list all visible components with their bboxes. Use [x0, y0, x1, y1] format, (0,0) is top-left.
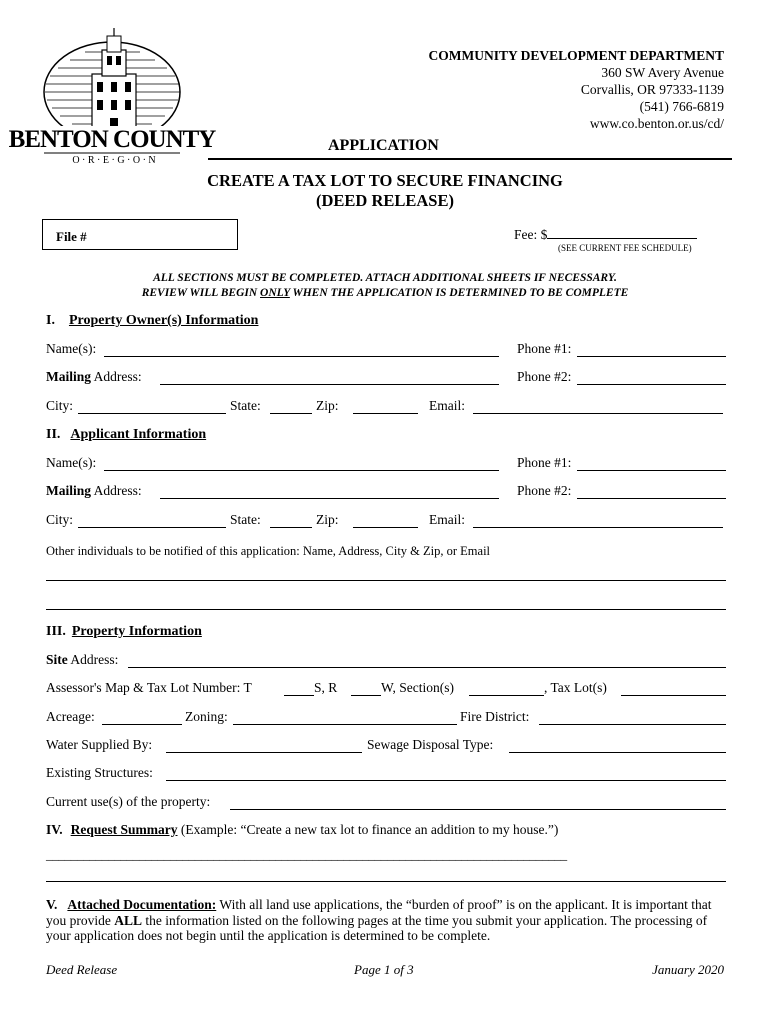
instructions-line2-pre: REVIEW WILL BEGIN [141, 287, 261, 299]
applicant-email-label: Email: [429, 512, 465, 527]
applicant-state-input[interactable] [270, 527, 312, 528]
applicant-mailing-bold: Mailing [46, 483, 92, 498]
acreage-label: Acreage: [46, 709, 95, 724]
applicant-name-label: Name(s): [46, 455, 97, 470]
current-use-input[interactable] [230, 809, 726, 810]
owner-address-input[interactable] [160, 384, 499, 385]
water-row [46, 737, 724, 757]
zoning-label: Zoning: [185, 709, 228, 724]
applicant-mailing-row [46, 483, 724, 503]
footer-date: January 2020 [652, 962, 724, 977]
structures-label: Existing Structures: [46, 765, 153, 780]
owner-city-row [46, 398, 724, 418]
water-label: Water Supplied By: [46, 737, 153, 752]
owner-phone1-label: Phone #1: [517, 341, 572, 356]
owner-zip-input[interactable] [353, 413, 418, 414]
section4-number: IV. [46, 822, 63, 837]
owner-address-label: Address: [91, 369, 142, 384]
owner-city-label: City: [46, 398, 74, 413]
applicant-email-input[interactable] [473, 527, 723, 528]
other-individuals-label: Other individuals to be notified of this application: Name, Address, City & Zip, or Email [46, 544, 491, 558]
fee-field[interactable] [514, 226, 697, 243]
zoning-input[interactable] [233, 724, 457, 725]
township-suffix-label: S, R [314, 680, 338, 695]
instructions-line2-post: WHEN THE APPLICATION IS DETERMINED TO BE COMPLETE [289, 287, 629, 299]
fire-district-input[interactable] [539, 724, 726, 725]
owner-name-row [46, 341, 724, 361]
address-line2: Corvallis, OR 97333-1139 [580, 82, 724, 97]
fire-district-label: Fire District: [460, 709, 530, 724]
current-use-row [46, 794, 724, 814]
applicant-mailing-label [46, 483, 142, 499]
request-summary-line1[interactable]: ____________________________________________________________________________________ [46, 847, 567, 862]
section1-title: Property Owner(s) Information [68, 313, 259, 328]
section3-heading [46, 624, 202, 640]
instructions-line2 [0, 286, 770, 301]
section3-title: Property Information [71, 624, 202, 639]
logo-county-name: BENTON COUNTY [8, 126, 216, 153]
site-address-row [46, 652, 724, 672]
address-line1: 360 SW Avery Avenue [601, 65, 724, 80]
section1-number: I. [46, 313, 55, 328]
township-input[interactable] [284, 695, 314, 696]
form-title-line2: (DEED RELEASE) [316, 191, 454, 210]
applicant-name-row [46, 455, 724, 475]
applicant-phone2-label: Phone #2: [517, 483, 572, 498]
applicant-city-input[interactable] [78, 527, 226, 528]
site-label: Address: [67, 652, 119, 667]
footer-form-name: Deed Release [46, 962, 118, 977]
owner-name-label: Name(s): [46, 341, 97, 356]
department-name: COMMUNITY DEVELOPMENT DEPARTMENT [428, 48, 724, 63]
acreage-row [46, 709, 724, 729]
sewage-label: Sewage Disposal Type: [367, 737, 494, 752]
benton-county-logo [8, 26, 216, 166]
application-label: APPLICATION [328, 137, 439, 154]
section5-title: Attached Documentation: [67, 897, 217, 912]
section5-text-bold: ALL [114, 912, 143, 928]
owner-mailing-row [46, 369, 724, 389]
applicant-address-input[interactable] [160, 498, 499, 499]
owner-zip-label: Zip: [316, 398, 339, 413]
department-phone: (541) 766-6819 [639, 99, 724, 114]
courthouse-logo-icon [8, 26, 216, 166]
header-rule [208, 158, 732, 160]
owner-name-input[interactable] [104, 356, 499, 357]
owner-mailing-bold: Mailing [46, 369, 92, 384]
acreage-input[interactable] [102, 724, 182, 725]
owner-state-input[interactable] [270, 413, 312, 414]
sewage-input[interactable] [509, 752, 726, 753]
fee-note: (SEE CURRENT FEE SCHEDULE) [558, 243, 692, 253]
water-input[interactable] [166, 752, 362, 753]
current-use-label: Current use(s) of the property: [46, 794, 211, 809]
section-input[interactable] [469, 695, 544, 696]
range-suffix-label: W, Section(s) [381, 680, 454, 695]
section3-number: III. [46, 624, 66, 639]
section4-title: Request Summary [70, 822, 178, 837]
file-number-label: File # [56, 229, 87, 244]
section2-heading [46, 427, 206, 443]
fee-input-line[interactable] [547, 226, 697, 239]
applicant-phone1-label: Phone #1: [517, 455, 572, 470]
instructions-line1: ALL SECTIONS MUST BE COMPLETED. ATTACH ADDITIONAL SHEETS IF NECESSARY. [153, 272, 617, 284]
department-header [428, 47, 724, 132]
assessor-map-row [46, 680, 724, 700]
section2-title: Applicant Information [70, 427, 207, 442]
applicant-name-input[interactable] [104, 470, 499, 471]
applicant-city-row [46, 512, 724, 532]
owner-phone2-input[interactable] [577, 384, 726, 385]
instructions-only: ONLY [260, 287, 290, 299]
taxlot-label: , Tax Lot(s) [544, 680, 607, 695]
other-individuals-line1[interactable] [46, 580, 726, 581]
section5-text-pre: With all land use applications, the “burden of proof” is on the applicant. It is important that you provide [46, 897, 712, 928]
taxlot-input[interactable] [621, 695, 726, 696]
section5-number: V. [46, 897, 58, 912]
owner-email-label: Email: [429, 398, 465, 413]
applicant-phone2-input[interactable] [577, 498, 726, 499]
owner-email-input[interactable] [473, 413, 723, 414]
assessor-map-label: Assessor's Map & Tax Lot Number: T [46, 680, 252, 695]
fee-label: Fee: $ [514, 227, 548, 242]
section5-text-post: the information listed on the following pages at the time you submit your application. The processing of your application does not begin until the application is determined to be complete. [46, 912, 708, 943]
site-address-label [46, 652, 118, 668]
form-title-line1: CREATE A TAX LOT TO SECURE FINANCING [207, 171, 563, 190]
range-input[interactable] [351, 695, 381, 696]
section4-heading [46, 822, 558, 838]
structures-input[interactable] [166, 780, 726, 781]
site-bold: Site [46, 652, 68, 667]
applicant-state-label: State: [230, 512, 261, 527]
applicant-zip-input[interactable] [353, 527, 418, 528]
request-summary-line2[interactable] [46, 881, 726, 882]
section2-number: II. [46, 427, 61, 442]
applicant-city-label: City: [46, 512, 74, 527]
section4-example: (Example: “Create a new tax lot to finance an addition to my house.”) [177, 822, 559, 837]
section5-paragraph [46, 897, 730, 944]
owner-phone1-input[interactable] [577, 356, 726, 357]
applicant-phone1-input[interactable] [577, 470, 726, 471]
structures-row [46, 765, 724, 785]
owner-city-input[interactable] [78, 413, 226, 414]
site-address-input[interactable] [128, 667, 726, 668]
logo-state-name: O · R · E · G · O · N [72, 155, 156, 166]
owner-phone2-label: Phone #2: [517, 369, 572, 384]
footer-page-number: Page 1 of 3 [354, 962, 414, 977]
applicant-address-label: Address: [91, 483, 142, 498]
department-website: www.co.benton.or.us/cd/ [589, 116, 724, 131]
applicant-zip-label: Zip: [316, 512, 339, 527]
other-individuals-line2[interactable] [46, 609, 726, 610]
owner-mailing-label [46, 369, 142, 385]
file-number-box[interactable] [42, 219, 238, 250]
section1-heading [46, 313, 258, 329]
owner-state-label: State: [230, 398, 261, 413]
